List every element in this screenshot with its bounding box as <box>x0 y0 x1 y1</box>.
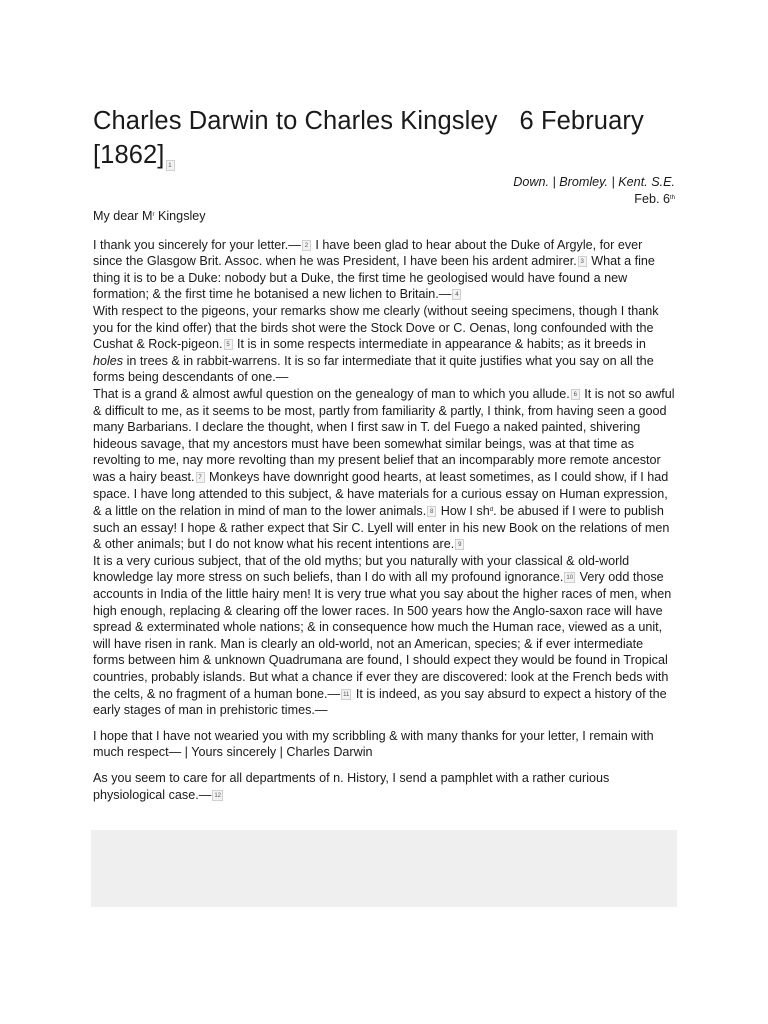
closing-paragraph: I hope that I have not wearied you with my scribbling & with many thanks for your letter, I remain with much respect— | Yours sincerely | Charles Darwin <box>93 728 654 760</box>
title-correspondents: Charles Darwin to Charles Kingsley <box>93 107 498 135</box>
text-span: Very odd those accounts in India of the little hairy men! It is very true what you say about the higher races of men, when high enough, replacing & clearing off the lower races. In 500 years how the Anglo-saxon race will have spread & exterminated whole nations; & in consequence how much the Human race, viewed as a unit, will have risen in rank. Man is clearly an old-world, not an American, species; & if ever intermediate forms between him & unknown Quadrumana are found, I should expect they would be found in Tropical countries, probably islands. But what a chance if ever they are discovered: look at the French beds with the celts, & no fragment of a human bone.— <box>93 570 672 701</box>
text-span: How I sh <box>437 504 490 519</box>
title-date: 6 February <box>519 107 644 135</box>
superscript: d <box>489 507 494 514</box>
salutation-sup: r <box>152 212 155 218</box>
letter-date-sup: th <box>669 195 675 201</box>
text-span: Monkeys have downright good hearts, at least sometimes, as I could show, if I had space. I have long attended to this subject, & have materials for a curious essay on Human expression, & a little on the relation in mind of man to the lower animals. <box>93 469 669 519</box>
letter-date-text: Feb. 6 <box>634 192 670 206</box>
salutation-name: Kingsley <box>154 209 206 223</box>
paragraph-2 <box>93 303 675 386</box>
text-span: . be abused if I were to publish such an essay! I hope & rather expect that Sir C. Lyell will enter in his new Book on the relations of men & other animals; but I do not know what his recent intentions are. <box>93 504 670 552</box>
salutation-text: My dear M <box>93 209 153 223</box>
text-span: It is not so awful & difficult to me, as it seems to be most, partly from familiarity & partly, I think, from having seen a good many Barbarians. I declare the thought, when I first saw in T. del Fuego a naked painted, shivering hideous savage, that my ancestors must have been somewhat similar beings, was at that time as revolting to me, nay more revolting than my present belief that an incomparably more remote ancestor was a hairy beast. <box>93 386 675 484</box>
sender-address: Down. | Bromley. | Kent. S.E. <box>513 175 675 189</box>
footnote-link[interactable]: 5 <box>224 339 233 350</box>
text-span: It is in some respects intermediate in appearance & habits; as it breeds in <box>233 337 646 352</box>
footnote-link[interactable]: 7 <box>196 472 205 483</box>
paragraph-4 <box>93 553 675 719</box>
footnote-link[interactable]: 2 <box>302 240 311 251</box>
text-span: I have been glad to hear about the Duke of Argyle, for ever since the Glasgow Brit. Assoc. when he was President, I have been his ardent admirer. <box>93 237 643 269</box>
text-span: What a fine thing it is to be a Duke: nobody but a Duke, the first time he geologised would have found a new formation; & the first time he botanised a new lichen to Britain.— <box>93 254 655 302</box>
footnote-link[interactable]: 12 <box>212 790 223 801</box>
letter-body <box>93 207 675 803</box>
paragraph-1 <box>93 237 675 303</box>
paragraph-3 <box>93 386 675 553</box>
footnote-link[interactable]: 4 <box>452 289 461 300</box>
postscript <box>93 770 675 803</box>
letter-page <box>93 104 675 803</box>
text-span: It is a very curious subject, that of the old myths; but you naturally with your classical & old-world knowledge lay more stress on such beliefs, than I do with all my profound ignorance. <box>93 553 630 585</box>
footnote-link[interactable]: 11 <box>341 689 351 700</box>
title-year: [1862] <box>93 141 165 169</box>
text-span: That is a grand & almost awful question on the genealogy of man to which you allude. <box>93 386 570 401</box>
text-span: With respect to the pigeons, your remarks show me clearly (without seeing specimens, though I thank you for the kind offer) that the birds shot were the Stock Dove or C. Oenas, long confounded with the Cushat & Rock-pigeon. <box>93 303 659 352</box>
footnote-link[interactable]: 8 <box>427 506 436 517</box>
text-span: As you seem to care for all departments of n. History, I send a pamphlet with a rather curious physiological case.— <box>93 771 610 802</box>
letter-date <box>93 190 675 207</box>
salutation <box>93 207 675 225</box>
footer-panel <box>91 830 677 907</box>
footnote-link[interactable]: 6 <box>571 389 580 400</box>
footnote-link[interactable]: 3 <box>578 256 587 267</box>
footnote-link[interactable]: 10 <box>564 572 575 583</box>
footnote-link[interactable]: 9 <box>455 539 464 550</box>
text-span: I thank you sincerely for your letter.— <box>93 237 301 252</box>
page-title <box>93 104 675 172</box>
emphasis-text: holes <box>93 353 124 368</box>
text-span: It is indeed, as you say absurd to expect a history of the early stages of man in prehistoric times.— <box>93 686 667 718</box>
footnote-link[interactable]: 1 <box>166 160 175 171</box>
text-span: in trees & in rabbit-warrens. It is so far intermediate that it quite justifies what you say on all the forms being descendants of one.— <box>93 353 654 385</box>
